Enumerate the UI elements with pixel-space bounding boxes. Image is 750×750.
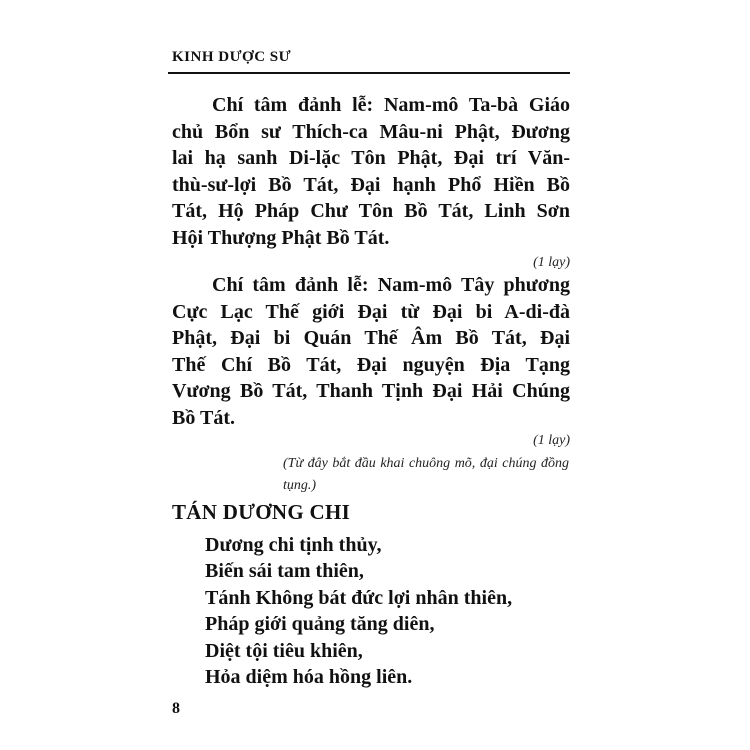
verse-list [205, 532, 512, 690]
verse-line: Hỏa diệm hóa hồng liên. [205, 666, 413, 689]
running-header: KINH DƯỢC SƯ [172, 49, 292, 65]
paragraph-2-line: Bồ Tát. [172, 406, 235, 429]
verse-line: Dương chi tịnh thủy, [205, 534, 382, 556]
section-title: TÁN DƯƠNG CHI [172, 500, 351, 524]
paragraph-1-line: lai hạ sanh Di-lặc Tôn Phật, Đại trí Văn- [172, 147, 570, 170]
prostration-note-2: (1 lạy) [533, 433, 570, 448]
paragraph-1 [172, 92, 570, 252]
paragraph-2 [172, 272, 570, 432]
paragraph-1-line: chủ Bổn sư Thích-ca Mâu-ni Phật, Đương [172, 120, 570, 143]
paragraph-2-line: Chí tâm đảnh lễ: Nam-mô Tây phương [212, 274, 570, 296]
verse-line: Pháp giới quảng tăng diên, [205, 613, 435, 636]
verse-line: Tánh Không bát đức lợi nhân thiên, [205, 586, 513, 609]
paragraph-2-line: Phật, Đại bi Quán Thế Âm Bồ Tát, Đại [172, 327, 570, 350]
paragraph-1-line: thù-sư-lợi Bồ Tát, Đại hạnh Phổ Hiền Bồ [172, 173, 570, 196]
paragraph-2-line: Thế Chí Bồ Tát, Đại nguyện Địa Tạng [172, 353, 570, 376]
header-divider [168, 72, 570, 74]
paragraph-1-line: Tát, Hộ Pháp Chư Tôn Bồ Tát, Linh Sơn [172, 200, 570, 223]
paragraph-1-line: Hội Thượng Phật Bồ Tát. [172, 226, 390, 249]
verse-line: Diệt tội tiêu khiên, [205, 639, 363, 662]
paragraph-2-line: Vương Bồ Tát, Thanh Tịnh Đại Hải Chúng [172, 380, 570, 403]
prostration-note-1: (1 lạy) [533, 255, 570, 270]
chanting-instruction: (Từ đây bắt đầu khai chuông mõ, đại chúng đồng tụng.) [283, 456, 569, 493]
page-number: 8 [172, 700, 180, 717]
verse-line: Biến sái tam thiên, [205, 560, 364, 583]
paragraph-1-line: Chí tâm đảnh lễ: Nam-mô Ta-bà Giáo [212, 94, 570, 116]
paragraph-2-line: Cực Lạc Thế giới Đại từ Đại bi A-di-đà [172, 300, 570, 323]
